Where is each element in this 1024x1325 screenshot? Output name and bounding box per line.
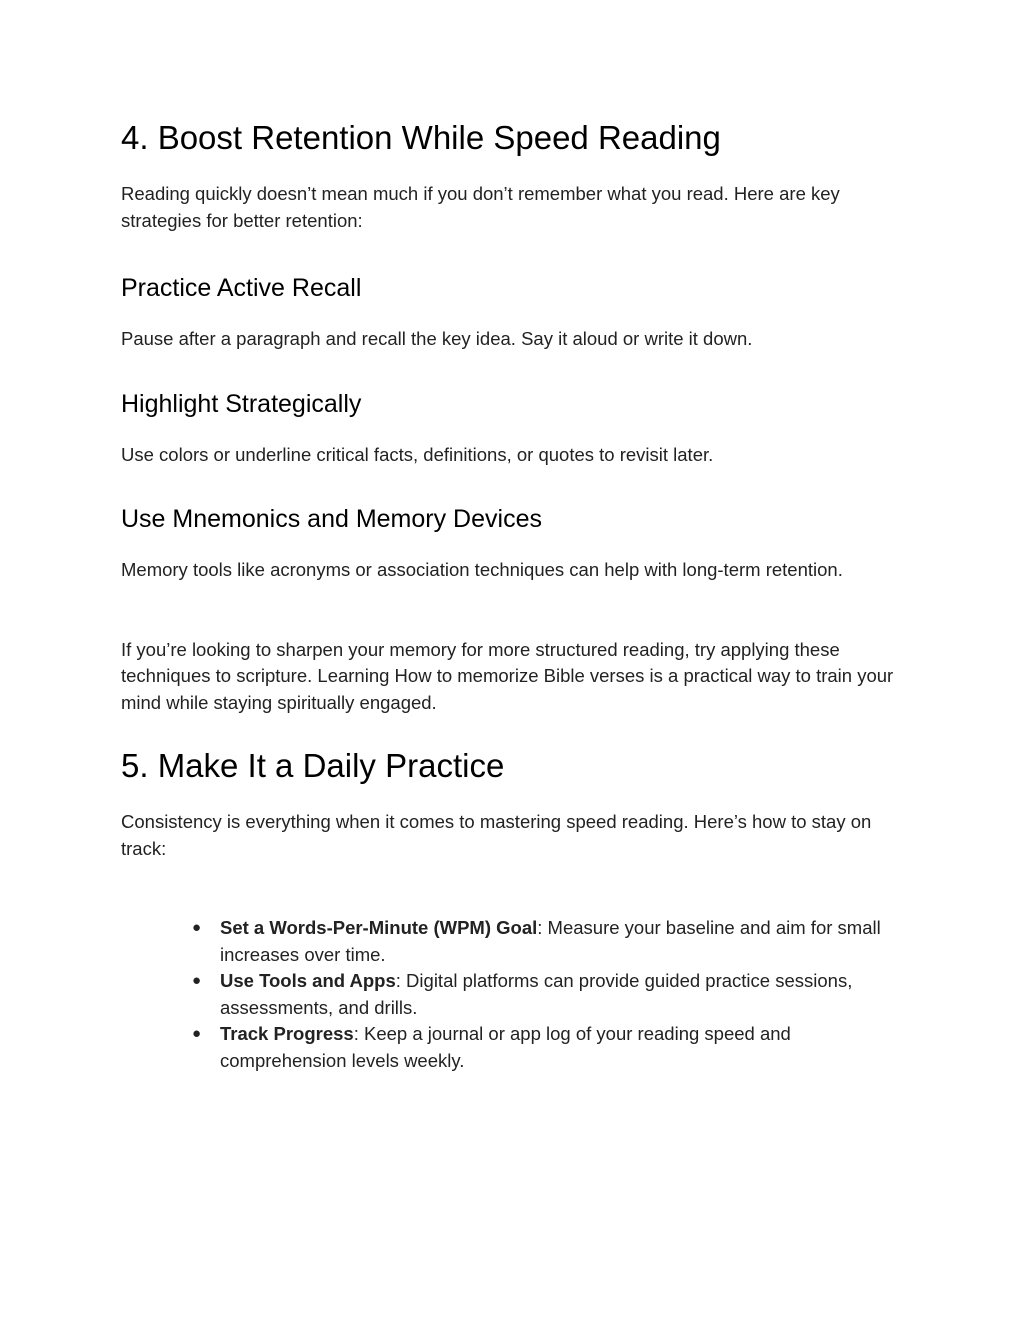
paragraph-active-recall: Pause after a paragraph and recall the key idea. Say it aloud or write it down. [121,328,753,349]
subheading-highlight: Highlight Strategically [121,389,362,418]
bullet-icon: ● [192,972,202,989]
paragraph-mnemonics: Memory tools like acronyms or association techniques can help with long-term retention. [121,559,843,580]
tip-text: : Keep a journal or app log of your reading speed and comprehension levels weekly. [220,1023,791,1071]
tip-title: Use Tools and Apps [220,970,396,991]
bullet-icon: ● [192,919,202,936]
list-item [192,1021,911,1074]
intro-paragraph-daily-practice: Consistency is everything when it comes to mastering speed reading. Here’s how to stay on track: [121,811,872,859]
tip-title: Track Progress [220,1023,354,1044]
section-heading-boost-retention: 4. Boost Retention While Speed Reading [121,119,721,156]
tip-text: : Digital platforms can provide guided practice sessions, assessments, and drills. [220,970,853,1018]
subheading-mnemonics: Use Mnemonics and Memory Devices [121,505,542,533]
intro-paragraph-retention: Reading quickly doesn’t mean much if you don’t remember what you read. Here are key strategies for better retention: [121,183,840,231]
paragraph-bible-verses: If you’re looking to sharpen your memory for more structured reading, try applying these techniques to scripture. Learning How to memorize Bible verses is a practical way to train your mind while staying spiritually engaged. [121,638,894,713]
bullet-icon: ● [192,1025,202,1042]
section-heading-daily-practice: 5. Make It a Daily Practice [121,747,505,784]
list-item [192,968,911,1021]
tip-text: : Measure your baseline and aim for small increases over time. [220,917,881,965]
subheading-active-recall: Practice Active Recall [121,274,362,302]
document-content [121,118,911,1074]
list-item [192,915,911,968]
paragraph-highlight: Use colors or underline critical facts, definitions, or quotes to revisit later. [121,443,714,465]
tip-title: Set a Words-Per-Minute (WPM) Goal [220,917,538,938]
tips-list [121,915,911,1074]
